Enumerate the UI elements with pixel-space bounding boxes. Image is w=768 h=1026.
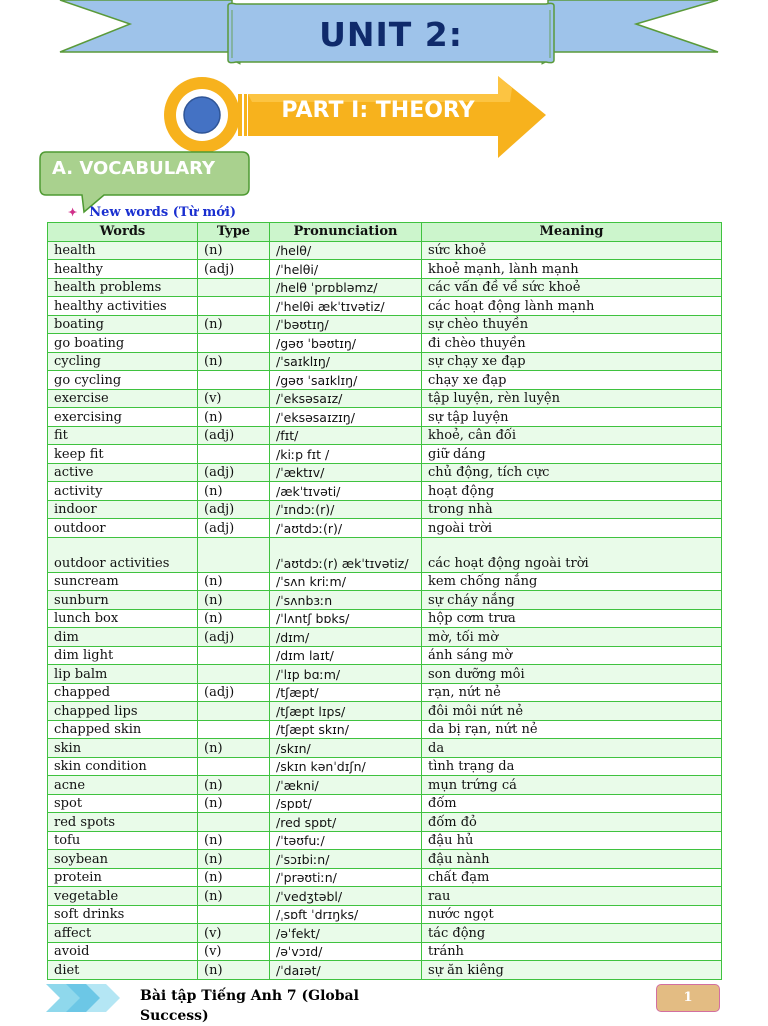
cell-type: (adj) [198,628,270,647]
cell-pronunciation: /ˈsɔɪbiːn/ [270,850,422,869]
cell-word: skin condition [48,757,198,776]
cell-word: chapped lips [48,702,198,721]
cell-type [198,702,270,721]
table-row [48,961,722,980]
cell-pronunciation: /əˈvɔɪd/ [270,942,422,961]
cell-pronunciation: /ˈtəʊfuː/ [270,831,422,850]
cell-meaning: sự chạy xe đạp [422,352,722,371]
cell-pronunciation: /kiːp fɪt / [270,445,422,464]
cell-pronunciation: /ˈaʊtdɔː(r)/ [270,519,422,538]
cell-pronunciation: /tʃæpt/ [270,683,422,702]
cell-word: exercising [48,408,198,427]
cell-type: (n) [198,868,270,887]
cell-word: activity [48,482,198,501]
table-row [48,757,722,776]
cell-pronunciation: /əˈfekt/ [270,924,422,943]
cell-word: outdoor activities [48,537,198,572]
banner-left-tail [60,0,232,52]
cell-pronunciation: /ˈsaɪklɪŋ/ [270,352,422,371]
cell-word: tofu [48,831,198,850]
cell-meaning: da [422,739,722,758]
cell-type [198,334,270,353]
table-row [48,868,722,887]
cell-meaning: chạy xe đạp [422,371,722,390]
cell-pronunciation: /gəʊ ˈbəʊtɪŋ/ [270,334,422,353]
cell-word: avoid [48,942,198,961]
page-number: 1 [656,984,720,1012]
table-row [48,463,722,482]
cell-type: (adj) [198,426,270,445]
cell-meaning: hoạt động [422,482,722,501]
cell-pronunciation: /ˈlɪp bɑːm/ [270,665,422,684]
cell-type: (adj) [198,260,270,279]
cell-type [198,278,270,297]
table-row [48,297,722,316]
cell-word: dim light [48,646,198,665]
cell-pronunciation: /ˈaʊtdɔː(r) ækˈtɪvətiz/ [270,537,422,572]
cell-pronunciation: /ˈɪndɔː(r)/ [270,500,422,519]
table-row [48,537,722,572]
table-row [48,315,722,334]
cell-meaning: trong nhà [422,500,722,519]
cell-meaning: các hoạt động lành mạnh [422,297,722,316]
cell-word: chapped [48,683,198,702]
cell-pronunciation: /ˈhelθi ækˈtɪvətiz/ [270,297,422,316]
cell-type: (n) [198,352,270,371]
cell-word: boating [48,315,198,334]
cell-type: (n) [198,408,270,427]
cell-pronunciation: /skɪn/ [270,739,422,758]
header-words: Words [48,223,198,242]
table-header-row [48,223,722,242]
cell-meaning: giữ dáng [422,445,722,464]
unit-title: UNIT 2: [319,15,463,54]
cell-word: skin [48,739,198,758]
cell-type [198,297,270,316]
cell-pronunciation: /helθ/ [270,241,422,260]
cell-word: soft drinks [48,905,198,924]
cell-word: cycling [48,352,198,371]
cell-meaning: sự chèo thuyền [422,315,722,334]
cell-type [198,665,270,684]
table-row [48,924,722,943]
cell-word: acne [48,776,198,795]
cell-meaning: khoẻ mạnh, lành mạnh [422,260,722,279]
cell-word: chapped skin [48,720,198,739]
cell-type: (v) [198,389,270,408]
cell-meaning: da bị rạn, nứt nẻ [422,720,722,739]
cell-pronunciation: /ˈhelθi/ [270,260,422,279]
cell-type: (n) [198,609,270,628]
cell-type: (adj) [198,500,270,519]
cell-word: health problems [48,278,198,297]
cell-meaning: kem chống nắng [422,572,722,591]
cell-type: (adj) [198,683,270,702]
cell-pronunciation: /ˈsʌn kriːm/ [270,572,422,591]
cell-word: spot [48,794,198,813]
cell-word: indoor [48,500,198,519]
section-title: A. VOCABULARY [52,158,216,179]
cell-pronunciation: /dɪm laɪt/ [270,646,422,665]
table-row [48,241,722,260]
cell-meaning: đi chèo thuyền [422,334,722,353]
part-title: PART I: THEORY [281,98,475,123]
cell-type [198,646,270,665]
cell-type: (adj) [198,463,270,482]
table-body [48,241,722,979]
cell-word: red spots [48,813,198,832]
table-row [48,500,722,519]
cell-meaning: mờ, tối mờ [422,628,722,647]
table-row [48,831,722,850]
cell-pronunciation: /ˈdaɪət/ [270,961,422,980]
table-row [48,334,722,353]
cell-meaning: sự cháy nắng [422,591,722,610]
table-row [48,389,722,408]
cell-meaning: ánh sáng mờ [422,646,722,665]
table-row [48,794,722,813]
cell-word: go cycling [48,371,198,390]
cell-meaning: sức khoẻ [422,241,722,260]
cell-type [198,905,270,924]
table-row [48,591,722,610]
cell-meaning: đậu hủ [422,831,722,850]
cell-meaning: rạn, nứt nẻ [422,683,722,702]
cell-word: healthy [48,260,198,279]
cell-word: healthy activities [48,297,198,316]
table-row [48,260,722,279]
cell-word: soybean [48,850,198,869]
cell-type [198,371,270,390]
table-row [48,519,722,538]
cell-type: (n) [198,739,270,758]
table-row [48,408,722,427]
table-row [48,646,722,665]
cell-word: dim [48,628,198,647]
cell-pronunciation: /skɪn kənˈdɪʃn/ [270,757,422,776]
cell-word: sunburn [48,591,198,610]
cell-word: vegetable [48,887,198,906]
cell-word: suncream [48,572,198,591]
table-row [48,683,722,702]
cell-meaning: ngoài trời [422,519,722,538]
cell-pronunciation: /ˈlʌntʃ bɒks/ [270,609,422,628]
cell-meaning: chất đạm [422,868,722,887]
cell-meaning: đốm [422,794,722,813]
cell-meaning: rau [422,887,722,906]
cell-word: diet [48,961,198,980]
cell-pronunciation: /tʃæpt lɪps/ [270,702,422,721]
table-row [48,739,722,758]
footer-chevrons [44,982,128,1014]
cell-type: (n) [198,591,270,610]
cell-word: active [48,463,198,482]
cell-type: (adj) [198,519,270,538]
cell-word: affect [48,924,198,943]
table-row [48,628,722,647]
table-row [48,609,722,628]
table-row [48,278,722,297]
table-row [48,776,722,795]
header-pronunciation: Pronunciation [270,223,422,242]
cell-type: (n) [198,831,270,850]
cell-type: (n) [198,241,270,260]
cell-type: (n) [198,482,270,501]
cell-type: (n) [198,776,270,795]
table-row [48,665,722,684]
cell-meaning: tập luyện, rèn luyện [422,389,722,408]
cell-type [198,813,270,832]
cell-meaning: sự ăn kiêng [422,961,722,980]
table-row [48,445,722,464]
cell-type [198,720,270,739]
cell-pronunciation: /ˈsʌnbɜːn [270,591,422,610]
cell-pronunciation: /ˈbəʊtɪŋ/ [270,315,422,334]
cell-type: (n) [198,850,270,869]
header-meaning: Meaning [422,223,722,242]
cell-type: (v) [198,942,270,961]
cell-type [198,445,270,464]
cell-type: (n) [198,961,270,980]
cell-pronunciation: /tʃæpt skɪn/ [270,720,422,739]
cell-pronunciation: /spɒt/ [270,794,422,813]
cell-word: health [48,241,198,260]
cell-meaning: sự tập luyện [422,408,722,427]
cell-pronunciation: /ˈvedʒtəbl/ [270,887,422,906]
cell-meaning: tác động [422,924,722,943]
cell-meaning: đốm đỏ [422,813,722,832]
table-row [48,720,722,739]
cell-meaning: tình trạng da [422,757,722,776]
cell-pronunciation: /helθ ˈprɒbləmz/ [270,278,422,297]
cell-meaning: mụn trứng cá [422,776,722,795]
cell-type [198,757,270,776]
cell-meaning: các hoạt động ngoài trời [422,537,722,572]
table-row [48,426,722,445]
cell-word: go boating [48,334,198,353]
table-row [48,942,722,961]
cell-type: (n) [198,572,270,591]
table-row [48,352,722,371]
new-words-heading [68,203,236,223]
cell-meaning: chủ động, tích cực [422,463,722,482]
table-row [48,850,722,869]
header-type: Type [198,223,270,242]
cell-pronunciation: /ˈeksəsaɪz/ [270,389,422,408]
cell-pronunciation: /ˈæktɪv/ [270,463,422,482]
footer-book-title: Bài tập Tiếng Anh 7 (Global Success) [140,988,359,1024]
cell-meaning: nước ngọt [422,905,722,924]
cell-pronunciation: /ˌsɒft ˈdrɪŋks/ [270,905,422,924]
vocabulary-table [47,222,722,980]
cell-word: lip balm [48,665,198,684]
cell-pronunciation: /ˈprəʊtiːn/ [270,868,422,887]
cell-meaning: khoẻ, cân đối [422,426,722,445]
cell-word: fit [48,426,198,445]
table-row [48,371,722,390]
table-row [48,813,722,832]
cell-meaning: đậu nành [422,850,722,869]
cell-pronunciation: /ˈeksəsaɪzɪŋ/ [270,408,422,427]
cell-pronunciation: /red spɒt/ [270,813,422,832]
cell-meaning: các vấn đề về sức khoẻ [422,278,722,297]
cell-meaning: hộp cơm trưa [422,609,722,628]
cell-pronunciation: /ækˈtɪvəti/ [270,482,422,501]
cell-pronunciation: /gəʊ ˈsaɪklɪŋ/ [270,371,422,390]
cell-word: protein [48,868,198,887]
cell-word: exercise [48,389,198,408]
table-row [48,905,722,924]
table-row [48,572,722,591]
cell-word: lunch box [48,609,198,628]
cell-pronunciation: /ˈækni/ [270,776,422,795]
bullet-icon: ✦ [68,206,78,219]
cell-type: (n) [198,315,270,334]
new-words-label: New words (Từ mới) [89,205,237,220]
cell-type: (n) [198,794,270,813]
cell-meaning: son dưỡng môi [422,665,722,684]
table-row [48,482,722,501]
cell-meaning: tránh [422,942,722,961]
banner-right-tail [548,0,718,52]
cell-type [198,537,270,572]
table-row [48,887,722,906]
table-row [48,702,722,721]
cell-meaning: đôi môi nứt nẻ [422,702,722,721]
cell-pronunciation: /fɪt/ [270,426,422,445]
cell-type: (v) [198,924,270,943]
cell-word: outdoor [48,519,198,538]
cell-word: keep fit [48,445,198,464]
cell-type: (n) [198,887,270,906]
cell-pronunciation: /dɪm/ [270,628,422,647]
